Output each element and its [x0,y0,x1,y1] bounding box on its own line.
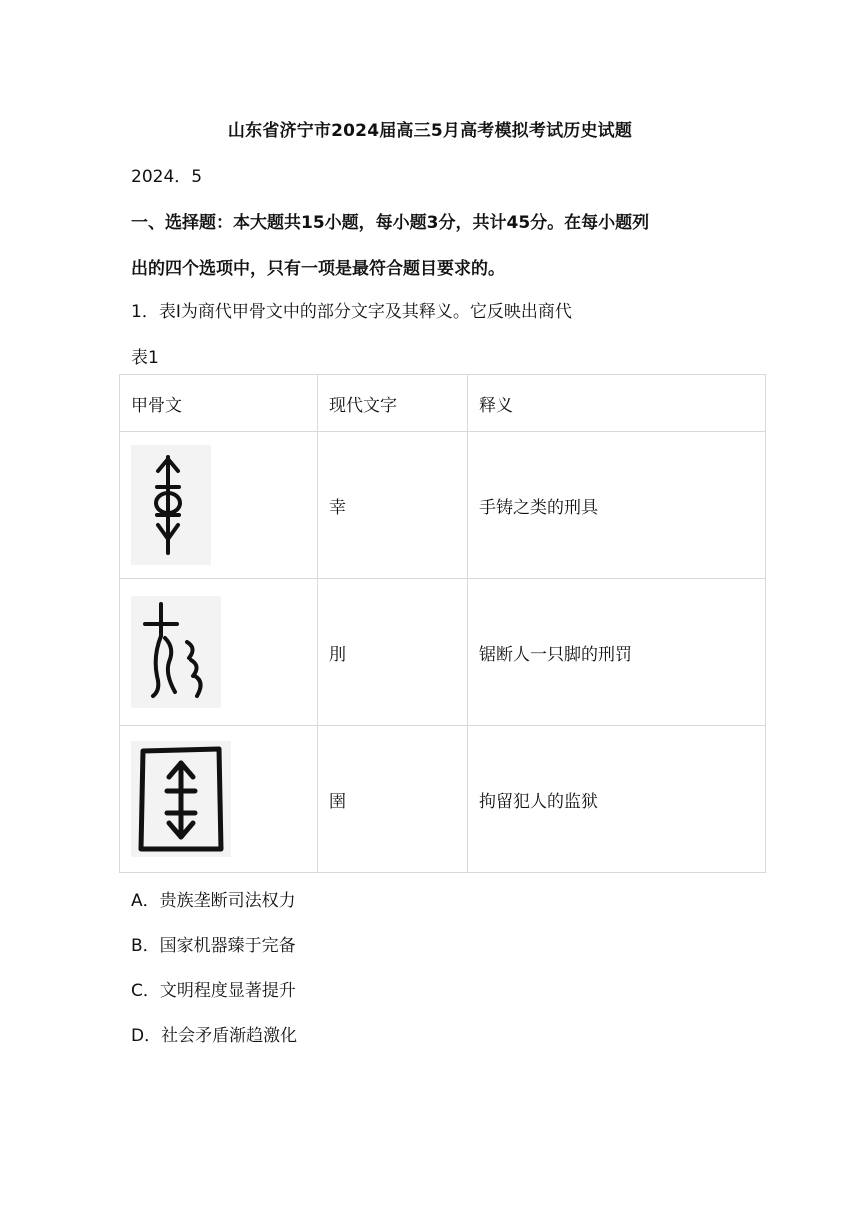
table-row [120,579,766,726]
oracle-glyph-cell [120,726,318,873]
modern-character-cell: 圉 [318,726,468,873]
oracle-glyph-cell [120,432,318,579]
meaning-cell: 锯断人一只脚的刑罚 [468,579,766,726]
table-header-row [120,375,766,432]
table-caption: 表1 [131,348,159,368]
document-title: 山东省济宁市2024届高三5月高考模拟考试历史试题 [227,121,633,141]
header-modern-character: 现代文字 [318,375,468,432]
table-row [120,432,766,579]
table-row [120,726,766,873]
option-a: A．贵族垄断司法权力 [131,891,296,911]
meaning-cell: 手铸之类的刑具 [468,432,766,579]
header-oracle-script: 甲骨文 [120,375,318,432]
oracle-glyph-xing-icon [131,445,211,565]
option-b: B．国家机器臻于完备 [131,936,296,956]
exam-date: 2024．5 [131,167,203,187]
oracle-glyph-yu-icon [131,741,231,857]
header-meaning: 释义 [468,375,766,432]
oracle-bone-table [119,374,766,873]
oracle-glyph-yue-icon [131,596,221,708]
modern-character-cell: 刖 [318,579,468,726]
section-heading-line-1: 一、选择题：本大题共15小题，每小题3分，共计45分。在每小题列 [131,213,650,233]
option-d: D．社会矛盾渐趋激化 [131,1026,298,1046]
question-1-stem: 1．表Ⅰ为商代甲骨文中的部分文字及其释义。它反映出商代 [131,302,572,322]
option-c: C．文明程度显著提升 [131,981,296,1001]
meaning-cell: 拘留犯人的监狱 [468,726,766,873]
oracle-glyph-cell [120,579,318,726]
section-heading-line-2: 出的四个选项中，只有一项是最符合题目要求的。 [131,259,505,279]
modern-character-cell: 幸 [318,432,468,579]
